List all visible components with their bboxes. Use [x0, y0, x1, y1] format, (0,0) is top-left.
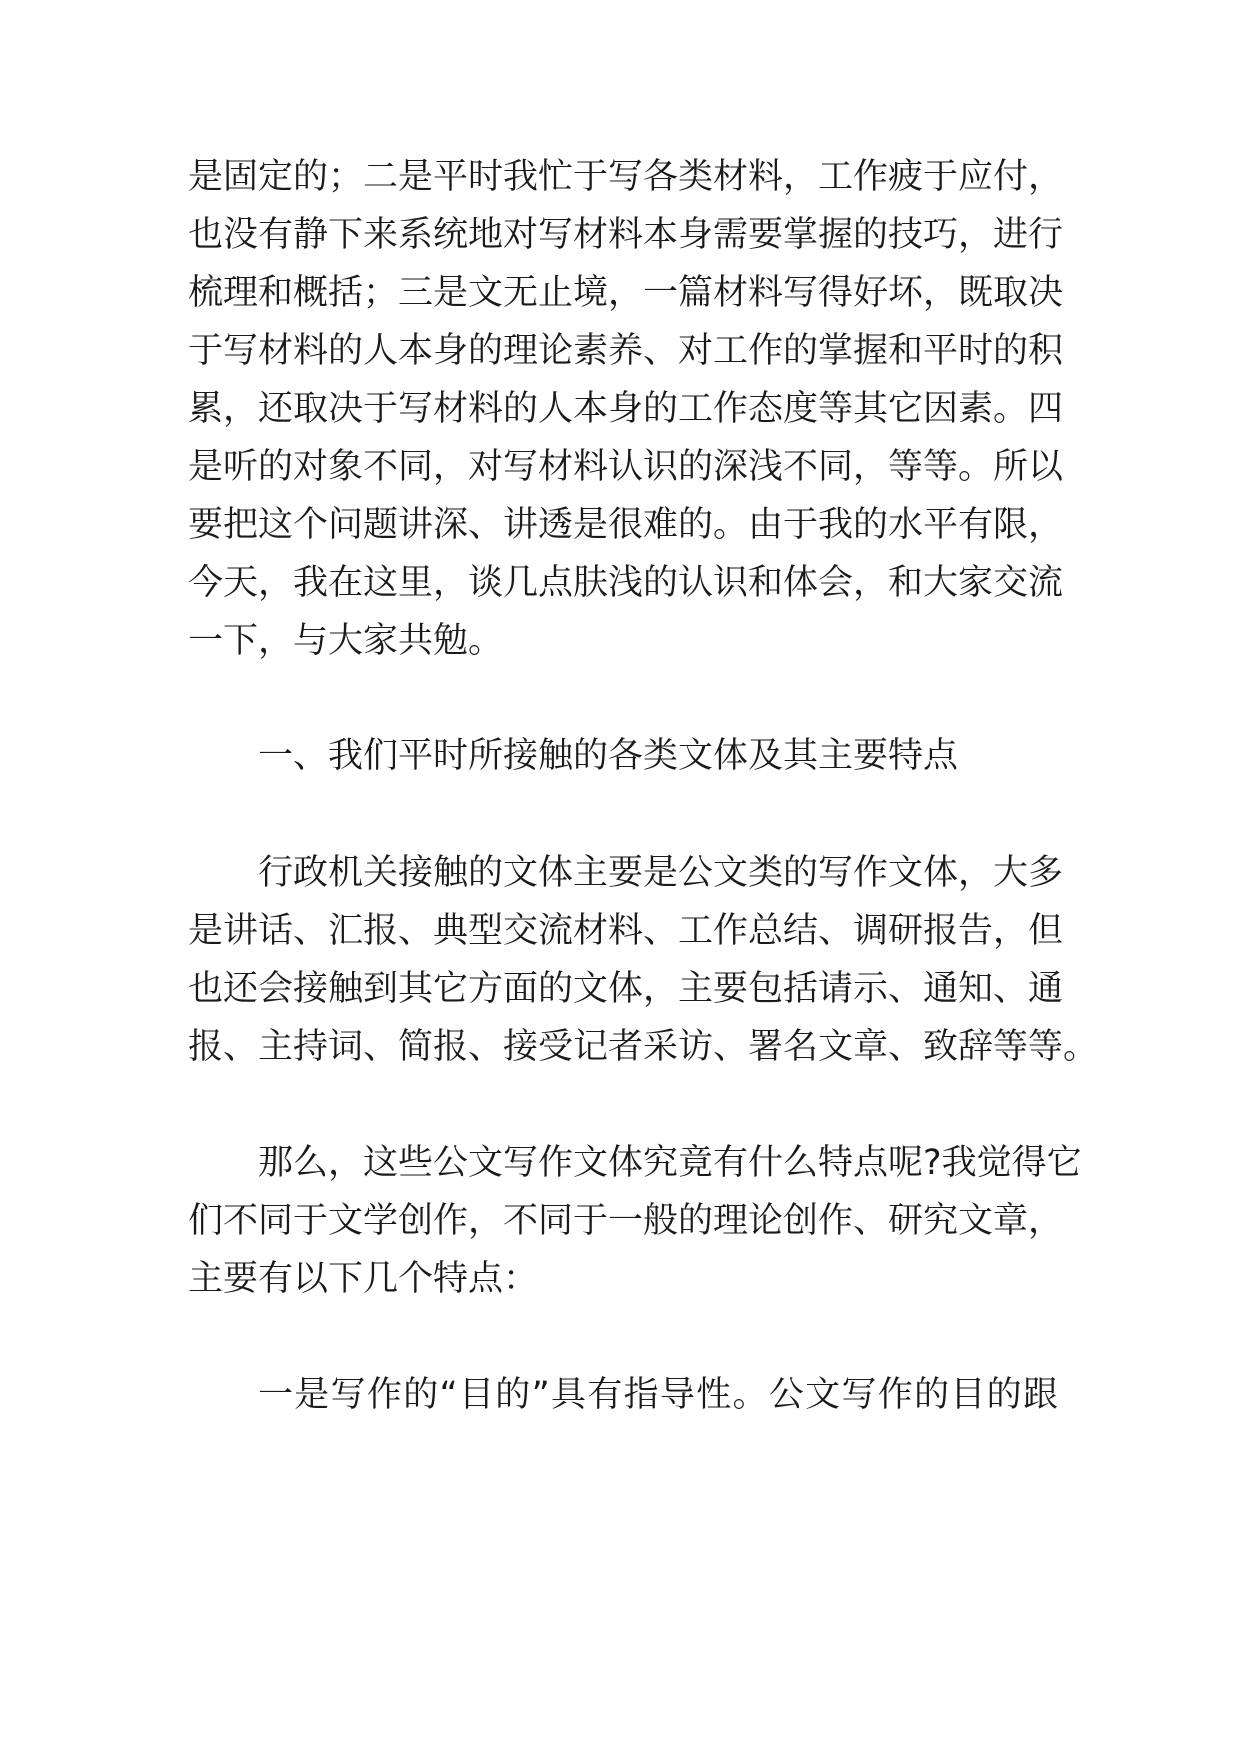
body-text-line: 要把这个问题讲深、讲透是很难的。由于我的水平有限， — [188, 505, 1064, 545]
body-text-line: 梳理和概括；三是文无止境，一篇材料写得好坏，既取决 — [188, 273, 1064, 313]
body-text-line: 一下，与大家共勉。 — [188, 621, 504, 661]
body-text-line: 于写材料的人本身的理论素养、对工作的掌握和平时的积 — [188, 331, 1064, 371]
body-text-line: 报、主持词、简报、接受记者采访、署名文章、致辞等等。 — [188, 1027, 1099, 1067]
body-text-line: 主要有以下几个特点： — [188, 1259, 539, 1299]
body-text-line: 是听的对象不同，对写材料认识的深浅不同，等等。所以 — [188, 447, 1064, 487]
body-text-line: 累，还取决于写材料的人本身的工作态度等其它因素。四 — [188, 389, 1064, 429]
body-text-line: 也还会接触到其它方面的文体，主要包括请示、通知、通 — [188, 969, 1064, 1009]
body-text-line: 行政机关接触的文体主要是公文类的写作文体，大多 — [258, 853, 1064, 893]
body-text-line: 也没有静下来系统地对写材料本身需要掌握的技巧，进行 — [188, 215, 1064, 255]
section-heading: 一、我们平时所接触的各类文体及其主要特点 — [258, 736, 959, 776]
body-text-line: 们不同于文学创作，不同于一般的理论创作、研究文章， — [188, 1201, 1064, 1241]
body-text-line: 今天，我在这里，谈几点肤浅的认识和体会，和大家交流 — [188, 563, 1064, 603]
body-text-line: 一是写作的“目的”具有指导性。公文写作的目的跟 — [258, 1375, 1058, 1415]
body-text-line: 是讲话、汇报、典型交流材料、工作总结、调研报告，但 — [188, 911, 1064, 951]
body-text-line: 那么，这些公文写作文体究竟有什么特点呢?我觉得它 — [258, 1143, 1082, 1183]
body-text-line: 是固定的；二是平时我忙于写各类材料，工作疲于应付， — [188, 157, 1064, 197]
